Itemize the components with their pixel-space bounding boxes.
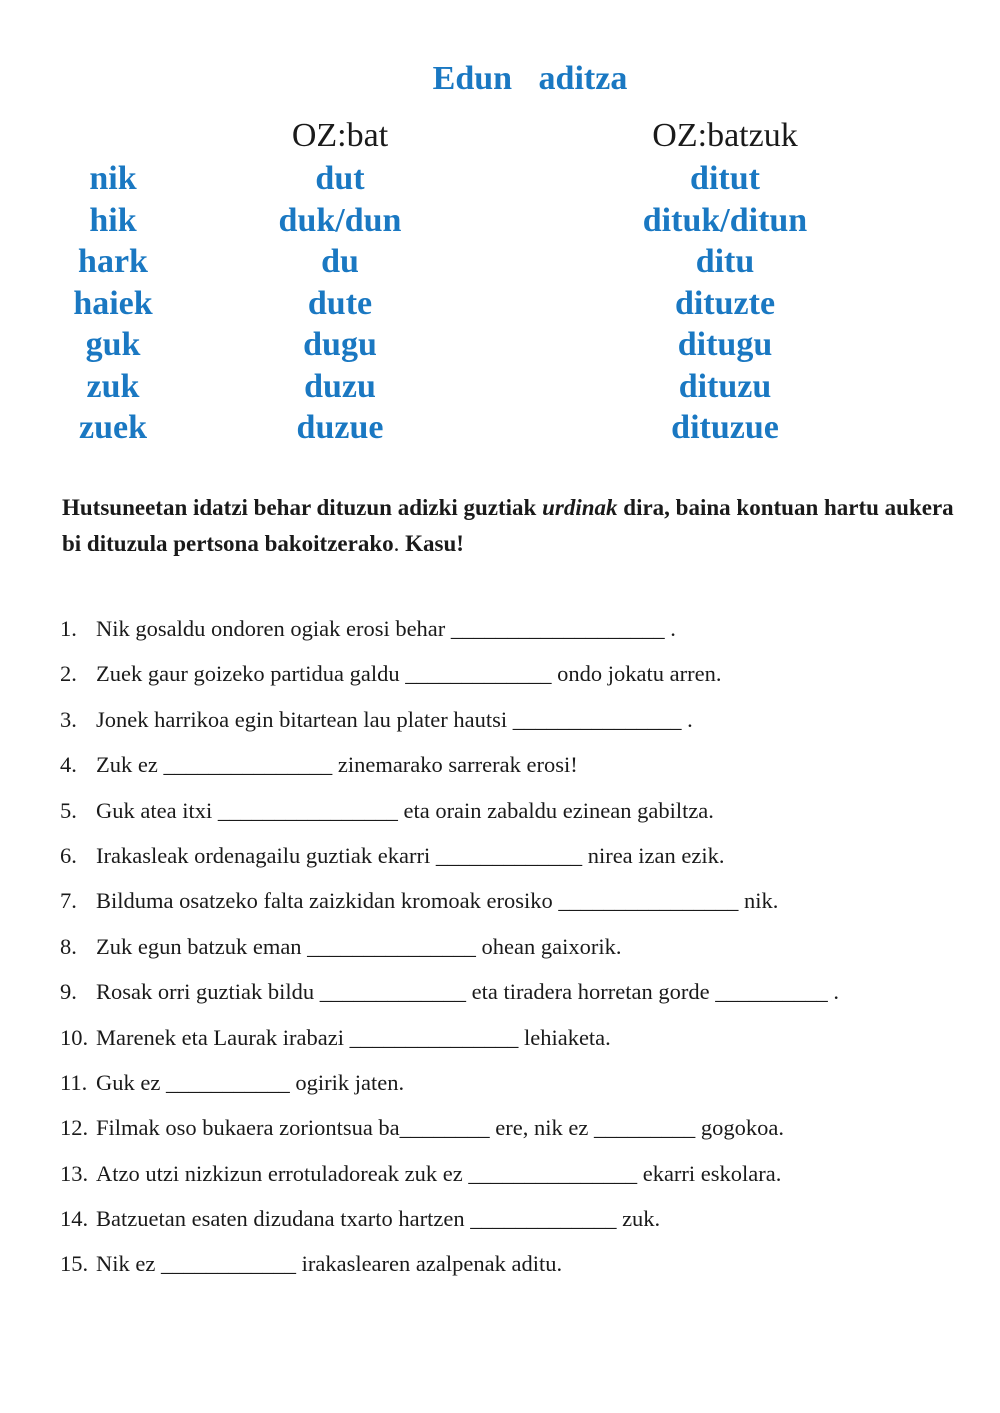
exercise-number: 7.	[60, 888, 77, 914]
exercise-sentence: Zuk egun batzuk eman _______________ ohean gaixorik.	[96, 933, 622, 959]
exercise-sentence: Bilduma osatzeko falta zaizkidan kromoak erosiko ________________ nik.	[96, 888, 779, 914]
exercise-number: 2.	[60, 661, 77, 687]
page-title: Edun aditza	[432, 60, 628, 97]
plural-form: dituk/ditun	[642, 201, 808, 239]
exercise-number: 15.	[60, 1251, 89, 1277]
exercise-sentence: Guk ez ___________ ogirik jaten.	[96, 1069, 405, 1095]
exercise-sentence: Guk atea itxi ________________ eta orain zabaldu ezinean gabiltza.	[96, 797, 714, 823]
exercise-item	[60, 1066, 970, 1111]
exercise-item	[60, 1157, 970, 1202]
exercise-sentence: Zuek gaur goizeko partidua galdu _____________ ondo jokatu arren.	[96, 661, 722, 687]
pronoun: hark	[78, 243, 148, 280]
conjugation-row	[0, 368, 1000, 410]
exercise-item	[60, 1111, 970, 1156]
exercise-number: 8.	[60, 933, 77, 959]
plural-form: dituzu	[678, 367, 772, 405]
pronoun: nik	[89, 160, 137, 197]
plural-form: dituzte	[674, 284, 776, 322]
exercise-sentence: Batzuetan esaten dizudana txarto hartzen _____________ zuk.	[96, 1206, 661, 1232]
exercise-number: 14.	[60, 1206, 89, 1232]
exercise-number: 6.	[60, 842, 77, 868]
instructions-text: dira, baina kontuan hartu aukera bi dituzula pertsona bakoitzerako	[62, 495, 954, 556]
conjugation-row	[0, 160, 1000, 202]
plural-form: ditut	[690, 160, 760, 197]
exercise-number: 3.	[60, 706, 77, 732]
instructions-emphasis: urdinak	[542, 495, 618, 520]
pronoun: zuk	[86, 367, 140, 405]
exercise-sentence: Nik gosaldu ondoren ogiak erosi behar ___________________ .	[96, 616, 676, 641]
singular-form: dugu	[303, 326, 377, 363]
plural-object-header: OZ:batzuk	[652, 117, 798, 154]
exercise-sentence: Zuk ez _______________ zinemarako sarrerak erosi!	[96, 752, 578, 778]
exercise-item	[60, 975, 970, 1020]
conjugation-row	[0, 285, 1000, 327]
singular-form: dut	[315, 160, 365, 197]
plural-form: dituzue	[671, 409, 779, 446]
exercise-number: 12.	[60, 1115, 89, 1141]
pronoun: guk	[85, 326, 141, 363]
conjugation-row	[0, 243, 1000, 285]
conjugation-row	[0, 409, 1000, 451]
exercise-sentence: Nik ez ____________ irakaslearen azalpenak aditu.	[96, 1251, 563, 1277]
instructions-text: Hutsuneetan idatzi behar dituzun adizki guztiak	[62, 495, 543, 520]
exercise-item	[60, 839, 970, 884]
exercise-item	[60, 703, 970, 748]
exercise-item	[60, 884, 970, 929]
exercise-sentence: Irakasleak ordenagailu guztiak ekarri _____________ nirea izan ezik.	[96, 842, 725, 868]
conjugation-row	[0, 326, 1000, 368]
exercise-number: 13.	[60, 1160, 89, 1186]
singular-form: duzue	[296, 409, 384, 446]
pronoun: zuek	[79, 409, 147, 446]
singular-form: duk/dun	[278, 201, 402, 239]
pronoun: haiek	[73, 284, 153, 322]
exercise-sentence: Atzo utzi nizkizun errotuladoreak zuk ez _______________ ekarri eskolara.	[96, 1160, 782, 1186]
exercise-number: 10.	[60, 1024, 89, 1050]
instructions	[62, 490, 962, 562]
instructions-warning: Kasu!	[405, 531, 464, 556]
exercise-item	[60, 612, 970, 657]
exercise-number: 4.	[60, 752, 77, 778]
exercise-list	[60, 612, 970, 1293]
exercise-item	[60, 748, 970, 793]
exercise-sentence: Jonek harrikoa egin bitartean lau plater hautsi _______________ .	[96, 706, 693, 732]
exercise-item	[60, 930, 970, 975]
exercise-item	[60, 1202, 970, 1247]
exercise-number: 11.	[60, 1069, 88, 1095]
singular-form: duzu	[304, 367, 376, 405]
exercise-number: 9.	[60, 979, 77, 1005]
singular-object-header: OZ:bat	[291, 117, 389, 154]
conjugation-row	[0, 202, 1000, 244]
exercise-item	[60, 657, 970, 702]
singular-form: du	[321, 243, 359, 280]
conjugation-table	[0, 160, 1000, 451]
exercise-item	[60, 794, 970, 839]
exercise-item	[60, 1021, 970, 1066]
exercise-sentence: Rosak orri guztiak bildu _____________ eta tiradera horretan gorde __________ .	[96, 979, 839, 1005]
singular-form: dute	[307, 284, 373, 322]
exercise-item	[60, 1247, 970, 1292]
instructions-period: .	[393, 531, 406, 556]
exercise-sentence: Marenek eta Laurak irabazi _______________ lehiaketa.	[96, 1024, 611, 1050]
exercise-number: 1.	[60, 616, 77, 641]
exercise-number: 5.	[60, 797, 77, 823]
plural-form: ditu	[695, 243, 755, 280]
plural-form: ditugu	[677, 326, 773, 363]
exercise-sentence: Filmak oso bukaera zoriontsua ba________ ere, nik ez _________ gogokoa.	[96, 1115, 784, 1141]
pronoun: hik	[89, 201, 137, 239]
